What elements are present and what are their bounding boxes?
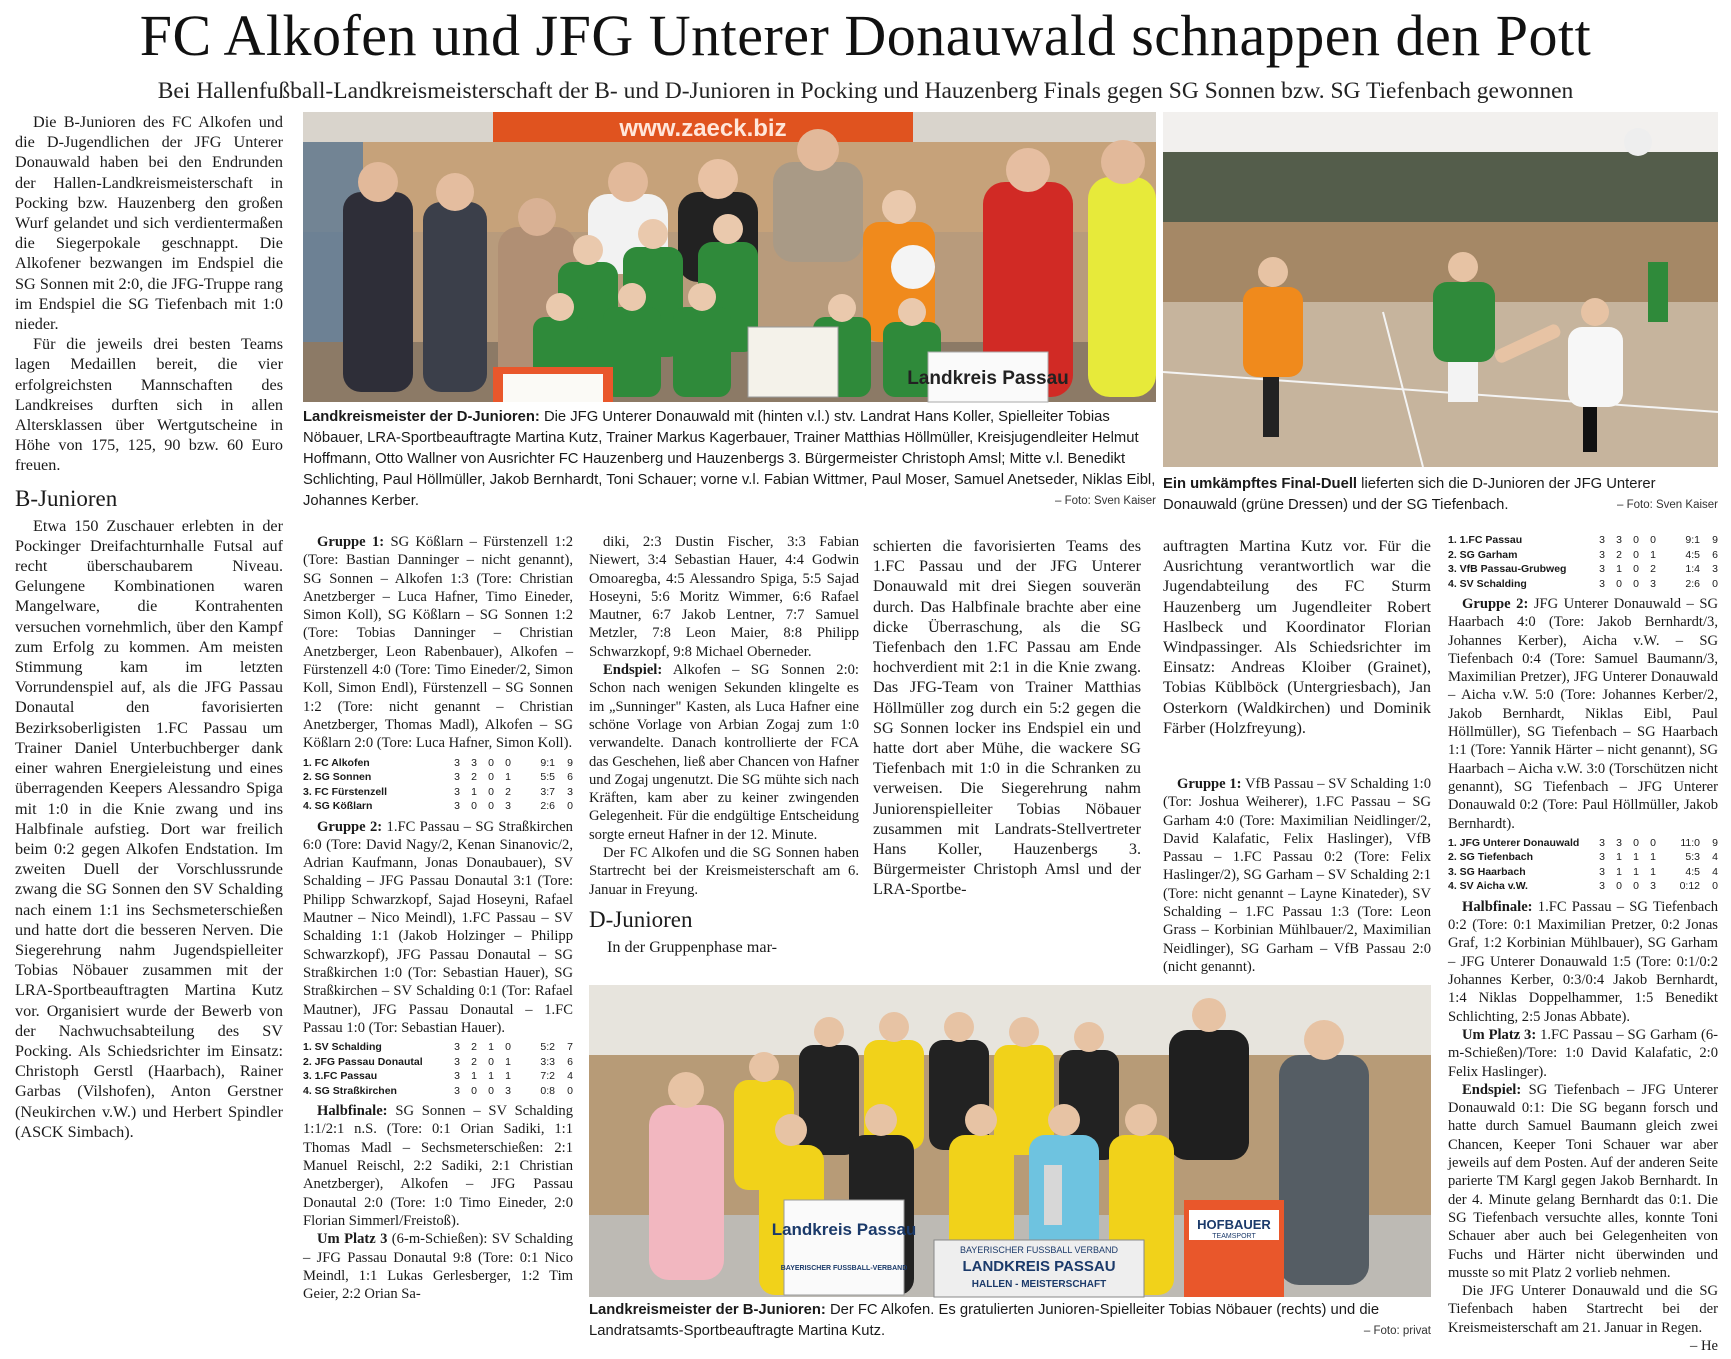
b-semifinal-label: Halbfinale: — [317, 1103, 388, 1120]
standings-value: 1 — [1633, 851, 1639, 864]
photo3-bfv-text: BAYERISCHER FUSSBALL-VERBAND — [780, 1265, 908, 1272]
article-column-4 — [873, 536, 1141, 956]
standings-value: 1:4 — [1685, 563, 1700, 575]
standings-row — [1448, 879, 1718, 894]
article-column-5 — [1163, 536, 1431, 776]
team-name: 1. FC Alkofen — [303, 756, 370, 769]
standings-value: 0 — [505, 756, 511, 769]
standings-value: 4:5 — [1685, 548, 1700, 561]
standings-value: 0 — [1712, 880, 1718, 893]
standings-value: 0 — [488, 785, 494, 798]
headline: FC Alkofen und JFG Unterer Donauwald schnappen den Pott — [139, 3, 1592, 68]
standings-value: 1 — [1616, 563, 1622, 575]
standings-value: 0 — [488, 756, 494, 769]
d-group2-label: Gruppe 2: — [1462, 596, 1529, 612]
b-group2-standings — [303, 1040, 573, 1098]
standings-value: 1 — [505, 1070, 511, 1083]
medals-paragraph: Für die jeweils drei besten Teams lagen Medaillen bereit, die vier erfolgreichsten Mannschaften des Landkreises durften sich in allen Altersklassen über Wertgutscheine in Höhe von 175, 125, 90 bzw. 60 Euro freuen. — [15, 335, 283, 475]
standings-value: 3 — [454, 1070, 460, 1083]
photo2-credit: – Foto: Sven Kaiser — [1617, 499, 1718, 511]
standings-value: 5:2 — [540, 1041, 555, 1054]
standings-value: 0 — [1633, 880, 1639, 893]
b-final-report: Alkofen – SG Sonnen 2:0: Schon nach wenigen Sekunden klingelte es im „Sunninger" Kasten, als Luca Hafner eine schöne Vorlage von Arbian Zogaj zum 1:0 verwandelte. Danach kontrollierte der FCA das Geschehen, ließ aber Chancen von Hafner und Zogaj ungenutzt. Die SG mühte sich nach Kräften, kam aber zu keiner zwingenden Gelegenheit. Für die endgültige Entscheidung sorgte erneut Hafner in der 12. Minute. — [589, 662, 859, 843]
standings-value: 1 — [1616, 851, 1622, 864]
b-third-place-results: (6-m-Schießen): SV Schalding – JFG Passau Donautal 9:8 (Tore: 0:1 Nico Meindl, 1:1 Lukas Gerlesberger, 1:2 Tim Geier, 2:2 Orian Sa- — [303, 1231, 573, 1303]
standings-value: 1 — [1650, 865, 1656, 878]
photo1-credit: – Foto: Sven Kaiser — [1055, 495, 1156, 507]
standings-row — [303, 799, 573, 814]
article-column-2 — [303, 533, 573, 1348]
team-name: 4. SV Schalding — [1448, 577, 1527, 590]
photo3-sponsor-text: HOFBAUER — [1197, 1217, 1271, 1232]
standings-value: 0 — [488, 1084, 494, 1097]
photo3-banner-text: LANDKREIS PASSAU — [962, 1258, 1116, 1275]
standings-value: 0 — [488, 1055, 494, 1068]
d-junioren-intro: In der Gruppenphase mar- — [607, 938, 778, 956]
d-third-place-label: Um Platz 3: — [1462, 1026, 1537, 1043]
team-name: 4. SG Straßkirchen — [303, 1084, 397, 1097]
standings-row — [303, 785, 573, 800]
standings-value: 0 — [1633, 534, 1639, 546]
standings-value: 3 — [454, 771, 460, 784]
standings-value: 3 — [1599, 563, 1605, 575]
photo3-credit: – Foto: privat — [1363, 1325, 1431, 1337]
standings-value: 0 — [488, 771, 494, 784]
standings-value: 1 — [1633, 865, 1639, 878]
standings-row — [1448, 836, 1718, 851]
photo1-caption — [303, 407, 1156, 511]
photo1-caption-text: Die JFG Unterer Donauwald mit (hinten v.l.) stv. Landrat Hans Koller, Spielleiter Tobias Nöbauer, LRA-Sportbeauftragte Martina Kutz, Trainer Markus Kagerbauer, Trainer Matthias Höllmüller, Kreisjugendleiter Helmut Hoffmann, Otto Wallner von Ausrichter FC Hauzenberg und Hauzenbergs 3. Bürgermeister Christoph Amsl; Mitte v.l. Benedikt Schlichting, Paul Höllmüller, Jakob Bernhardt, Toni Schauer; vorne v.l. Fabian Wittmer, Paul Moser, Samuel Anetseder, Niklas Eibl, Johannes Kerber. — [303, 409, 1156, 509]
photo3-caption-lead: Landkreismeister der B-Junioren: — [589, 1302, 826, 1318]
b-group1-standings — [303, 756, 573, 814]
standings-value: 3:7 — [540, 785, 555, 798]
standings-value: 2 — [505, 785, 511, 798]
article-column-1 — [15, 112, 283, 1347]
d-group1-block — [1163, 775, 1431, 975]
standings-value: 3 — [471, 756, 477, 769]
photo-d-junioren-team — [303, 112, 1156, 402]
b-final-label: Endspiel: — [603, 662, 663, 679]
d-junioren-heading: D-Junioren — [589, 907, 693, 932]
subheadline: Bei Hallenfußball-Landkreismeisterschaft der B- und D-Junioren in Pocking und Hauzenberg Finals gegen SG Sonnen bzw. SG Tiefenbach gewonnen — [157, 78, 1574, 104]
standings-value: 0 — [505, 1041, 511, 1054]
standings-value: 5:5 — [540, 771, 555, 784]
team-name: 3. 1.FC Passau — [303, 1070, 378, 1083]
standings-value: 7 — [567, 1041, 573, 1054]
standings-row — [1448, 577, 1718, 592]
standings-value: 5:3 — [1685, 851, 1700, 864]
standings-value: 3 — [1599, 880, 1605, 893]
standings-row — [1448, 865, 1718, 880]
standings-row — [303, 1040, 573, 1055]
standings-value: 1 — [505, 771, 511, 784]
team-name: 3. VfB Passau-Grubweg — [1448, 563, 1567, 575]
standings-value: 3 — [505, 1084, 511, 1097]
standings-value: 0 — [1712, 577, 1718, 590]
standings-value: 2 — [471, 1041, 477, 1054]
standings-row — [303, 756, 573, 771]
standings-value: 0 — [488, 800, 494, 813]
photo-b-junioren-team — [589, 985, 1431, 1297]
intro-paragraph: Die B-Junioren des FC Alkofen und die D-Jugendlichen der JFG Unterer Donauwald haben bei den Endrunden der Hallen-Landkreismeisterschaft in Pocking bzw. Hauzenberg den großen Wurf gelandet und sich verdientermaßen die Siegerpokale geschnappt. Die Alkofener bezwangen im Endspiel die SG Sonnen mit 2:0, die JFG-Truppe rang im Endspiel die SG Tiefenbach mit 1:0 nieder. — [15, 113, 283, 334]
photo1-banner-text: www.zaeck.biz — [619, 115, 787, 142]
b-junioren-paragraph: Etwa 150 Zuschauer erlebten in der Pockinger Dreifachturnhalle Futsal auf recht überschaubarem Niveau. Gelungene Kombinationen waren Mangelware, die Kontrahenten versuchen vornehmlich, über den Kampf zum Erfolg zu kommen. Am meisten Stimmung kam im letzten Vorrundenspiel auf, als die JFG Passau Donautal den favorisierten Bezirksoberligisten 1.FC Passau um Trainer Daniel Unterbuchberger dank einer wahren Energieleistung und eines überragenden Keepers Alessandro Spiga mit 1:0 in die Knie zwang und ins Halbfinale aufstieg. Dort war freilich beim 0:2 gegen Alkofen Endstation. Im zweiten Duell der Vorschlussrunde zwang die SG Sonnen den SV Schalding nach einem 1:1 ins Sechsmeterschießen und hatte dort die besseren Nerven. Die Siegerehrung nahm Jugendspielleiter Tobias Nöbauer zusammen mit der LRA-Sportbeauftragten Martina Kutz vor. Organisiert wurde der Bewerb von der Nachwuchsabteilung des SV Pocking. Als Schiedsrichter im Einsatz: Christoph Gerstl (Haarbach), Rainer Garbas (Vilshofen), Anton Gerstner (Neukirchen v.W.) und Herbert Spindler (ASCK Simbach). — [15, 516, 283, 1141]
standings-value: 3 — [1599, 851, 1605, 864]
team-name: 1. JFG Unterer Donauwald — [1448, 836, 1580, 849]
standings-value: 4 — [1712, 865, 1718, 878]
standings-value: 1 — [488, 1041, 494, 1054]
photo2-caption — [1163, 474, 1718, 522]
standings-value: 9 — [1712, 836, 1718, 849]
photo1-sign-text: Landkreis Passau — [907, 368, 1069, 389]
standings-value: 3 — [567, 785, 573, 798]
standings-row — [303, 1084, 573, 1099]
standings-value: 3 — [454, 785, 460, 798]
author-signature: – He — [1690, 1337, 1718, 1354]
photo3-banner-top: BAYERISCHER FUSSBALL VERBAND — [959, 1245, 1119, 1255]
d-semifinal-results: 1.FC Passau – SG Tiefenbach 0:2 (Tore: 0:1 Maximilian Pretzer, 0:2 Jonas Graf, 1:2 Korbinian Mühlbauer), SG Garham – JFG Unterer Donauwald 1:5 (Tore: 0:1/0:2 Johannes Kerber, 0:3/0:4 Jakob Bernhardt, 1:4 Niklas Doppelhammer, 1:5 Benedikt Schlichting, 2:5 Jonas Abbate). — [1448, 898, 1718, 1025]
standings-value: 3 — [454, 1041, 460, 1054]
standings-row — [303, 1069, 573, 1084]
standings-value: 2 — [1650, 563, 1656, 575]
standings-value: 4 — [567, 1070, 573, 1083]
team-name: 2. SG Garham — [1448, 548, 1518, 561]
d-junioren-report: schierten die favorisierten Teams des 1.FC Passau und der JFG Unterer Donauwald mit drei Siegen souverän durch. Das Halbfinale brachte aber eine dicke Überraschung, als die SG Tiefenbach den 1.FC Passau am Ende hochverdient mit 2:1 in die Knie zwang. Das JFG-Team von Trainer Matthias Höllmüller zog durch ein 5:2 gegen die SG Sonnen locker ins Endspiel ein und hatte dort aber Mühe, die wackere SG Tiefenbach mit 1:0 in die Schranken zu verweisen. Die Siegerehrung nahm Juniorenspielleiter Tobias Nöbauer zusammen mit Landrats-Stellvertreter Hans Koller, Hauzenbergs 3. Bürgermeister Christoph Amsl und der LRA-Sportbe- — [873, 537, 1141, 899]
b-group2-label: Gruppe 2: — [317, 818, 383, 835]
standings-row — [1448, 562, 1718, 577]
standings-value: 4:5 — [1685, 865, 1700, 878]
standings-value: 1 — [471, 1070, 477, 1083]
article-column-6 — [1448, 533, 1718, 1354]
photo1-caption-lead: Landkreismeister der D-Junioren: — [303, 409, 540, 425]
d-group1-results: VfB Passau – SV Schalding 1:0 (Tor: Joshua Weiherer), 1.FC Passau – SG Garham 4:0 (Tore: Maximilian Neidlinger/2, David Kalafatic, Felix Haslinger), VfB Passau – 1.FC Passau 0:2 (Tore: Felix Haslinger/2), SG Garham – SV Schalding 2:1 (Tore: nicht genannt – Layne Kinateder), SV Schalding – 1.FC Passau 1:3 (Tore: Leon Grass – Korbinian Mühlbauer/2, Maximilian Neidlinger), SG Garham – VfB Passau 2:0 (nicht genannt). — [1163, 776, 1431, 975]
d-final-report: SG Tiefenbach – JFG Unterer Donauwald 0:1: Die SG begann forsch und hatte durch Samuel Baumann gleich zwei Chancen, Keeper Toni Schauer war aber jeweils auf dem Posten. Auf der anderen Seite parierte TM Kargl gegen Jakob Bernhardt. In der 4. Minute gelang Bernhardt das 0:1. Die SG Tiefenbach versuchte alles, konnte Toni Schauer aber auch bei Gelegenheiten von Fuchs und Härter nicht überwinden und musste so mit Platz 2 vorlieb nehmen. — [1448, 1081, 1718, 1281]
standings-value: 1 — [1650, 851, 1656, 864]
b-group1-results: SG Kößlarn – Fürstenzell 1:2 (Tore: Bastian Danninger – nicht genannt), SG Sonnen – Alkofen 1:3 (Tore: Christian Anetzberger – Luca Hafner, Timo Eineder, Simon Koll), SG Kößlarn – SG Sonnen 1:2 (Tore: Tobias Danninger – Christian Anetzberger, Leon Rabenbauer), Alkofen – Fürstenzell 4:0 (Tore: Timo Eineder/2, Simon Koll, Simon Endl), Fürstenzell – SG Sonnen 1:2 (Tore: nicht genannt – Christian Anetzberger, Thomas Madl), Alkofen – SG Kößlarn 2:0 (Tore: Luca Hafner, Simon Koll). — [303, 534, 573, 752]
standings-value: 3 — [454, 800, 460, 813]
b-junioren-heading: B-Junioren — [15, 485, 118, 511]
standings-value: 0 — [471, 1084, 477, 1097]
standings-value: 6 — [567, 1055, 573, 1068]
standings-value: 0:8 — [540, 1084, 555, 1097]
standings-value: 6 — [1712, 548, 1718, 561]
b-group2-results: 1.FC Passau – SG Straßkirchen 6:0 (Tore: David Nagy/2, Kenan Sinanovic/2, Adrian Kaufmann, Jonas Donaubauer), SV Schalding – JFG Passau Donautal 3:1 (Tore: Philipp Schwarzkopf, Sajad Hoseyni, Rafael Mautner – Nico Meindl), 1.FC Passau – SV Schalding 1:1 (Jakob Holzinger – Philipp Schwarzkopf), JFG Passau Donautal – SG Straßkirchen 1:0 (Tor: Sebastian Hauer), SG Straßkirchen – SV Schalding 0:1 (Tor: Rafael Mautner), JFG Passau Donautal – 1.FC Passau 1:0 (Tor: Sebastian Hauer). — [303, 818, 573, 1036]
standings-value: 1 — [1616, 865, 1622, 878]
d-junioren-organisation: auftragten Martina Kutz vor. Für die Ausrichtung verantwortlich war die Jugendabteilung des FC Sturm Hauzenberg um Jugendleiter Robert Haslbeck und Koordinator Florian Windpassinger. Als Schiedsrichter im Einsatz: Andreas Kloiber (Grainet), Tobias Küblböck (Untergriesbach), Jan Osterkorn (Waldkirchen) und Dominik Färber (Holzfreyung). — [1163, 537, 1431, 737]
d-semifinal-label: Halbfinale: — [1462, 898, 1533, 915]
d-junioren-start — [589, 905, 857, 965]
photo2-caption-lead: Ein umkämpftes Final-Duell — [1163, 476, 1358, 492]
photo3-caption — [589, 1300, 1431, 1346]
standings-value: 2 — [1616, 548, 1622, 561]
standings-value: 1 — [471, 785, 477, 798]
photo3-banner-sub: HALLEN - MEISTERSCHAFT — [971, 1279, 1107, 1290]
standings-value: 3 — [454, 756, 460, 769]
standings-value: 1 — [488, 1070, 494, 1083]
standings-row — [1448, 533, 1718, 548]
standings-value: 3:3 — [540, 1055, 555, 1068]
standings-value: 3 — [1599, 865, 1605, 878]
d-closing: Die JFG Unterer Donauwald und die SG Tiefenbach haben Startrecht bei der Kreismeisterschaft am 21. Januar in Regen. — [1448, 1283, 1718, 1336]
standings-value: 1 — [1650, 548, 1656, 561]
standings-value: 0 — [1650, 534, 1656, 546]
standings-value: 4 — [1712, 851, 1718, 864]
standings-row — [303, 1055, 573, 1070]
b-third-place-label: Um Platz 3 — [317, 1231, 388, 1248]
standings-value: 3 — [1616, 836, 1622, 849]
standings-value: 3 — [454, 1084, 460, 1097]
d-group2-results: JFG Unterer Donauwald – SG Haarbach 4:0 (Tore: Jakob Bernhardt/3, Johannes Kerber), Aicha v.W. – SG Tiefenbach 0:4 (Tore: Samuel Baumann/3, Maximilian Pretzer), JFG Unterer Donauwald – Aicha v.W. 5:0 (Tore: Johannes Kerber/2, Jakob Bernhardt, Niklas Eibl, Paul Höllmüller), SG Tiefenbach – SG Haarbach 1:1 (Tore: Yannik Härter – nicht genannt), SG Haarbach – Aicha v.W. 3:0 (Torschützen nicht genannt), SG Tiefenbach – JFG Unterer Donauwald 0:2 (Tore: Paul Höllmüller, Jakob Bernhardt). — [1448, 596, 1718, 832]
standings-value: 0 — [567, 800, 573, 813]
standings-value: 3 — [1616, 534, 1622, 546]
d-final-label: Endspiel: — [1462, 1081, 1522, 1098]
photo3-sponsor-sub: TEAMSPORT — [1212, 1233, 1256, 1240]
d-group1-label: Gruppe 1: — [1177, 776, 1242, 792]
team-name: 2. JFG Passau Donautal — [303, 1055, 423, 1068]
standings-value: 3 — [1712, 563, 1718, 575]
standings-value: 3 — [1650, 880, 1656, 893]
standings-value: 9:1 — [540, 756, 555, 769]
photo3-caption-text: Der FC Alkofen. Es gratulierten Junioren-Spielleiter Tobias Nöbauer (rechts) und die Landratsamts-Sportbeauftragte Martina Kutz. — [589, 1302, 1380, 1339]
b-third-place-cont: diki, 2:3 Dustin Fischer, 3:3 Fabian Niewert, 3:4 Sebastian Hauer, 4:4 Godwin Omoaregba, 4:5 Alessandro Spiga, 5:5 Sajad Hoseyni, 5:6 Moritz Wimmer, 6:6 Rafael Mautner, 6:7 Jakob Lentner, 7:7 Samuel Metzler, 7:8 Leon Maier, 8:8 Philipp Schwarzkopf, 9:8 Michael Oberneder. — [589, 534, 859, 660]
team-name: 1. 1.FC Passau — [1448, 534, 1523, 546]
standings-value: 0 — [1616, 577, 1622, 590]
team-name: 1. SV Schalding — [303, 1041, 382, 1054]
standings-value: 9:1 — [1685, 534, 1700, 546]
standings-row — [1448, 850, 1718, 865]
standings-value: 0 — [1633, 548, 1639, 561]
standings-value: 0 — [471, 800, 477, 813]
standings-value: 2:6 — [540, 800, 555, 813]
team-name: 2. SG Tiefenbach — [1448, 851, 1533, 864]
standings-value: 1 — [505, 1055, 511, 1068]
standings-value: 2:6 — [1685, 577, 1700, 590]
b-semifinal-results: SG Sonnen – SV Schalding 1:1/2:1 n.S. (Tore: 0:1 Orian Sadiki, 1:1 Thomas Madl – Sechsmeterschießen: 2:1 Manuel Reischl, 2:2 Sadiki, 2:1 Christian Anetzberger), Alkofen – JFG Passau Donautal 2:0 (Tore: 1:0 Timo Eineder, 2:0 Florian Simmerl/Freistoß). — [303, 1103, 573, 1229]
photo2-caption-text: lieferten sich die D-Junioren der JFG Unterer Donauwald (grüne Dressen) und der SG Tiefenbach. — [1163, 476, 1656, 513]
standings-value: 0 — [1633, 563, 1639, 575]
standings-value: 0 — [1616, 880, 1622, 893]
standings-value: 0 — [1633, 836, 1639, 849]
d-third-place-results: 1.FC Passau – SG Garham (6-m-Schießen)/Tore: 1:0 David Kalafatic, 2:0 Felix Haslinger). — [1448, 1026, 1718, 1080]
standings-value: 3 — [454, 1055, 460, 1068]
team-name: 4. SV Aicha v.W. — [1448, 880, 1528, 893]
standings-row — [1448, 548, 1718, 563]
standings-value: 0:12 — [1679, 880, 1700, 893]
standings-value: 3 — [1599, 577, 1605, 590]
standings-value: 9 — [1712, 534, 1718, 546]
b-closing: Der FC Alkofen und die SG Sonnen haben Startrecht bei der Kreismeisterschaft am 6. Januar in Freyung. — [589, 845, 859, 898]
standings-value: 2 — [471, 771, 477, 784]
standings-value: 0 — [1633, 577, 1639, 590]
standings-value: 0 — [567, 1084, 573, 1097]
d-group1-standings — [1448, 533, 1718, 591]
team-name: 2. SG Sonnen — [303, 771, 372, 784]
team-name: 4. SG Kößlarn — [303, 800, 373, 813]
standings-value: 3 — [1599, 836, 1605, 849]
standings-value: 3 — [1599, 534, 1605, 546]
team-name: 3. FC Fürstenzell — [303, 785, 388, 798]
d-group2-standings — [1448, 836, 1718, 894]
standings-row — [303, 770, 573, 785]
standings-value: 3 — [505, 800, 511, 813]
standings-value: 2 — [471, 1055, 477, 1068]
standings-value: 3 — [1650, 577, 1656, 590]
standings-value: 6 — [567, 771, 573, 784]
photo-final-duel — [1163, 112, 1718, 467]
photo3-sign-text: Landkreis Passau — [771, 1220, 917, 1239]
b-group1-label: Gruppe 1: — [317, 534, 385, 550]
team-name: 3. SG Haarbach — [1448, 865, 1526, 878]
standings-value: 7:2 — [540, 1070, 555, 1083]
standings-value: 0 — [1650, 836, 1656, 849]
standings-value: 9 — [567, 756, 573, 769]
standings-value: 3 — [1599, 548, 1605, 561]
standings-value: 11:0 — [1680, 836, 1700, 849]
